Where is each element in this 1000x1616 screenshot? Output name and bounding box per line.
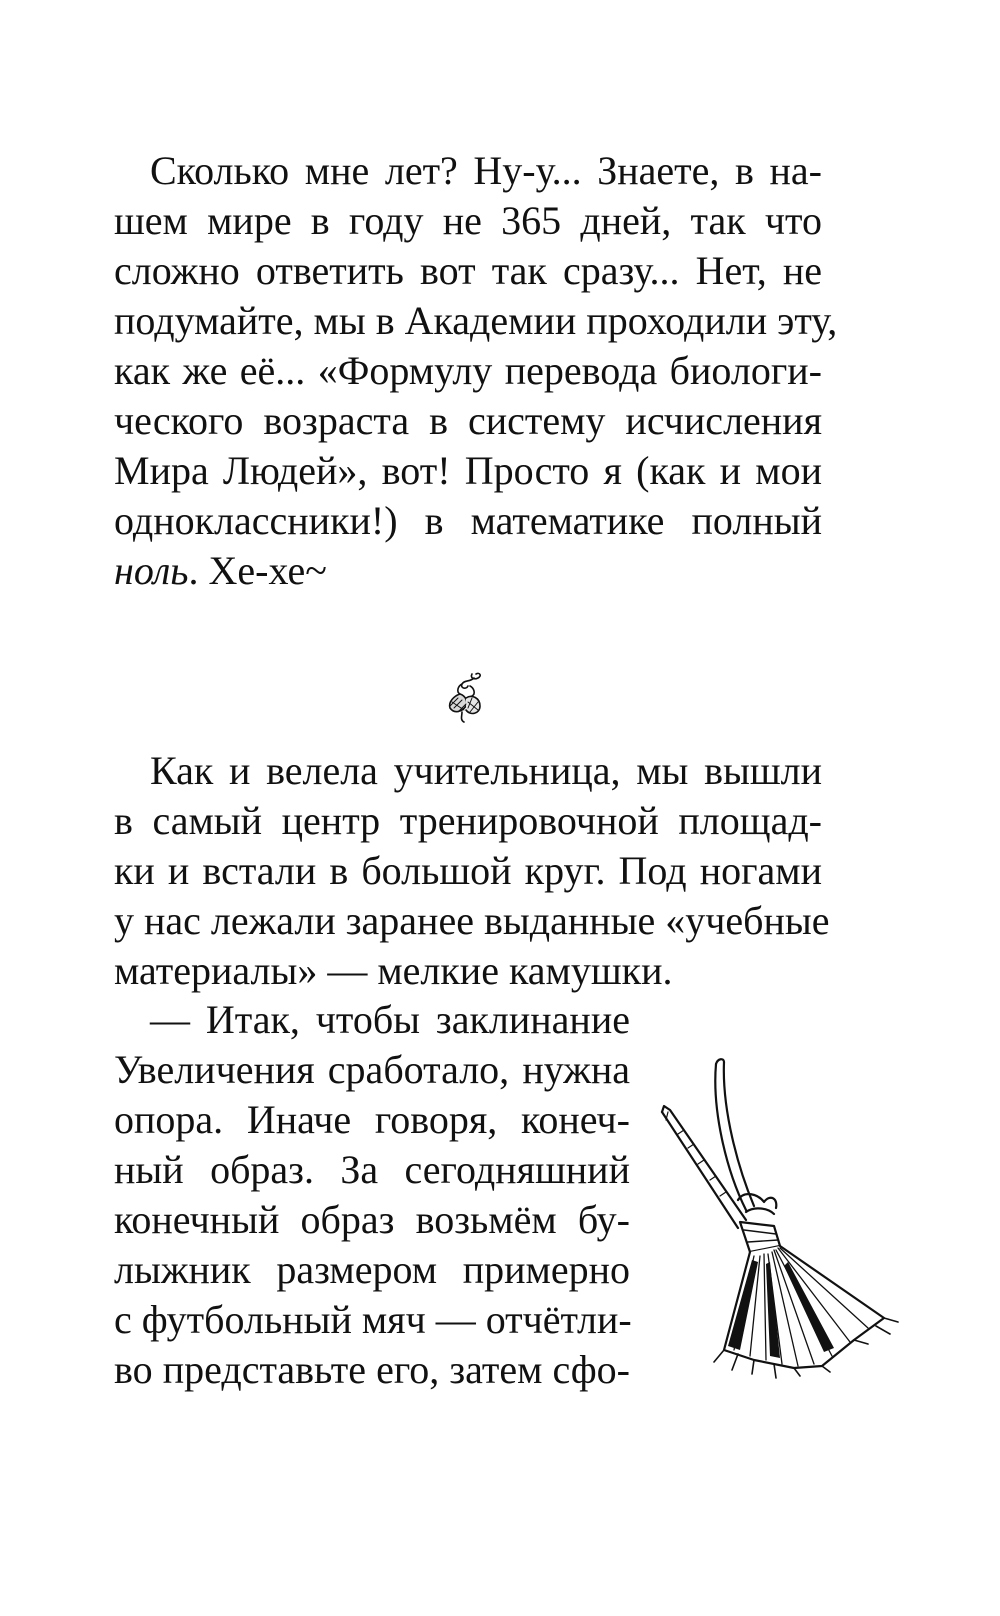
text-fragment: . Хе-хе~ bbox=[188, 548, 327, 593]
text-line: как же её... «Формулу перевода биологи- bbox=[114, 348, 822, 393]
text-line: материалы» — мелкие камушки. bbox=[114, 948, 673, 993]
text-line: сложно ответить вот так сразу... Нет, не bbox=[114, 248, 822, 293]
text-line: опора. Иначе говоря, конеч- bbox=[114, 1097, 630, 1142]
italic-word: ноль bbox=[114, 548, 189, 593]
text-line: во представьте его, затем сфо- bbox=[114, 1347, 630, 1392]
text-line: шем мире в году не 365 дней, так что bbox=[114, 198, 822, 243]
text-line: ный образ. За сегодняшний bbox=[114, 1147, 630, 1192]
text-line: лыжник размером примерно bbox=[114, 1247, 630, 1292]
text-line: Как и велела учительница, мы вышли bbox=[150, 748, 822, 793]
text-line: ки и встали в большой круг. Под ногами bbox=[114, 848, 822, 893]
text-line: конечный образ возьмём бу- bbox=[114, 1197, 630, 1242]
text-line: у нас лежали заранее выданные «учебные bbox=[114, 898, 830, 943]
text-line: ческого возраста в систему исчисления bbox=[114, 398, 822, 443]
text-line: Сколько мне лет? Ну-у... Знаете, в на- bbox=[150, 148, 822, 193]
text-line: с футбольный мяч — отчётли- bbox=[114, 1297, 632, 1342]
text-line bbox=[114, 546, 822, 596]
paragraph-training bbox=[114, 746, 830, 996]
text-line: в самый центр тренировочной площад- bbox=[114, 798, 822, 843]
text-line: подумайте, мы в Академии проходили эту, bbox=[114, 298, 838, 343]
text-line: одноклассники!) в математике полный bbox=[114, 498, 822, 543]
text-line: Увеличения сработало, нужна bbox=[114, 1047, 630, 1092]
broom-illustration bbox=[654, 1050, 904, 1380]
text-line: Мира Людей», вот! Просто я (как и мои bbox=[114, 448, 822, 493]
paragraph-spell bbox=[114, 995, 630, 1395]
flower-ornament-icon bbox=[440, 668, 490, 728]
paragraph-age bbox=[114, 146, 838, 596]
text-line: — Итак, чтобы заклинание bbox=[150, 997, 630, 1042]
